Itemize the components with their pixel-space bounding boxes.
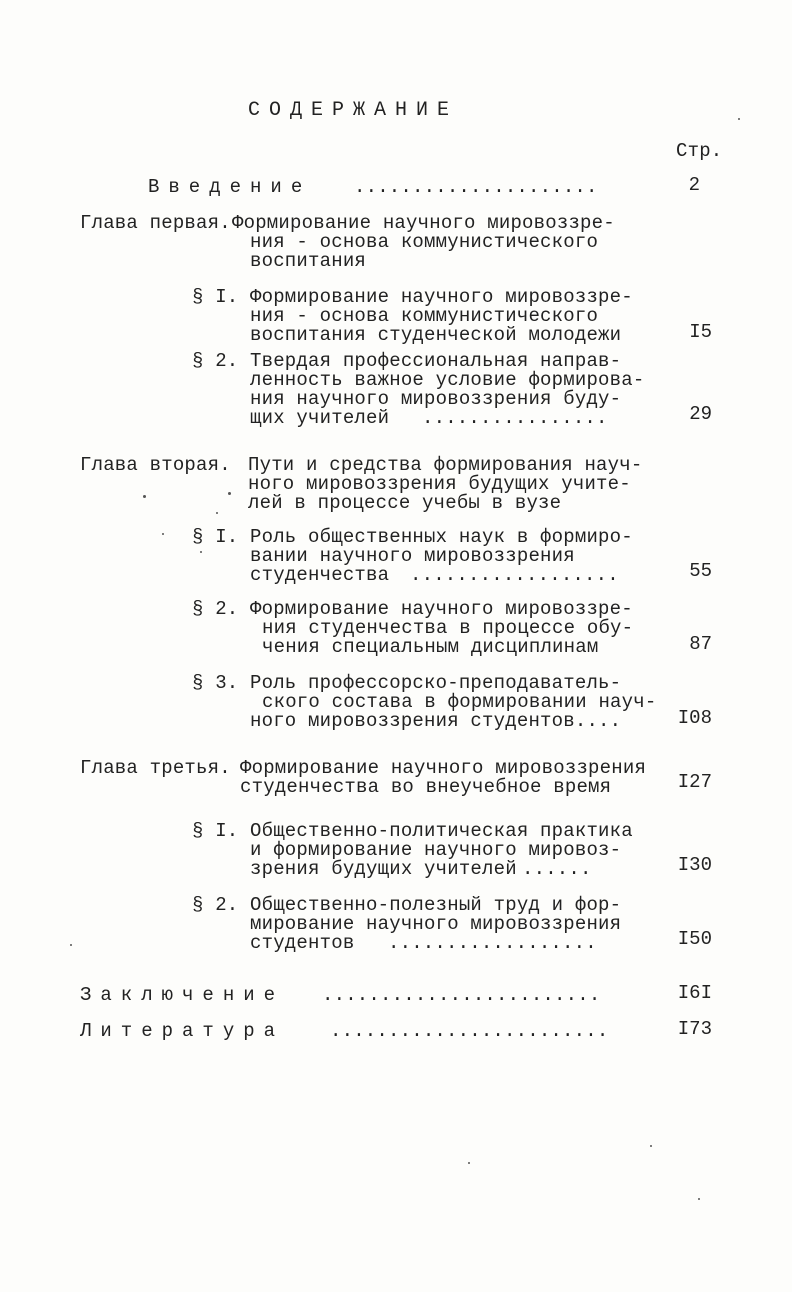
chapter-3-label: Глава третья.	[80, 757, 231, 779]
page-column-label: Стр.	[676, 140, 723, 162]
scan-speck	[468, 1162, 470, 1164]
scan-speck	[650, 1145, 652, 1147]
ch3-s2-line-2: мирование научного мировоззрения	[250, 913, 622, 935]
chapter-1-line-1: Формирование научного мировоззре-	[232, 212, 615, 234]
ch1-s2-line-4: щих учителей	[250, 407, 390, 429]
chapter-1-label: Глава первая.	[80, 212, 231, 234]
ch2-s2-mark: § 2.	[192, 598, 239, 620]
intro-title: Введение	[148, 176, 312, 198]
page-title: СОДЕРЖАНИЕ	[248, 99, 459, 122]
ch2-s2-line-1: Формирование научного мировоззре-	[250, 598, 633, 620]
ch1-s2-line-2: ленность важное условие формирова-	[250, 369, 645, 391]
ch2-s1-line-3: студенчества	[250, 564, 390, 586]
ch3-s2-page: I50	[677, 928, 712, 950]
ch3-s1-line-1: Общественно-политическая практика	[250, 820, 633, 842]
scan-speck	[216, 512, 218, 514]
ch3-s1-mark: § I.	[192, 820, 239, 842]
ch2-s1-line-1: Роль общественных наук в формиро-	[250, 526, 633, 548]
ch2-s2-page: 87	[689, 633, 712, 655]
literature-title: Литература	[80, 1020, 285, 1042]
intro-page: 2	[688, 174, 700, 196]
ch2-s3-line-3: ного мировоззрения студентов....	[250, 710, 622, 732]
chapter-3-page: I27	[677, 771, 712, 793]
chapter-1-line-3: воспитания	[250, 250, 367, 272]
scan-speck	[70, 944, 72, 946]
chapter-3-line-2: студенчества во внеучебное время	[240, 776, 612, 798]
ch1-s2-dots: ................	[422, 407, 608, 429]
literature-dots: ........................	[330, 1020, 609, 1042]
chapter-2-line-3: лей в процессе учебы в вузе	[248, 492, 562, 514]
ch3-s1-page: I30	[677, 854, 712, 876]
scan-speck	[162, 533, 164, 535]
ch1-s1-page: I5	[689, 321, 712, 343]
scan-speck	[738, 118, 740, 120]
ch1-s2-page: 29	[689, 403, 712, 425]
ch1-s1-line-2: ния - основа коммунистического	[250, 305, 599, 327]
intro-dots: .....................	[354, 176, 598, 198]
chapter-2-label: Глава вторая.	[80, 454, 231, 476]
ch2-s3-line-1: Роль профессорско-преподаватель-	[250, 672, 622, 694]
ch1-s1-line-1: Формирование научного мировоззре-	[250, 286, 633, 308]
literature-page: I73	[677, 1018, 712, 1040]
scan-speck	[698, 1198, 700, 1200]
conclusion-title: Заключение	[80, 984, 285, 1006]
ch3-s2-line-3: студентов	[250, 932, 355, 954]
ch2-s1-line-2: вании научного мировоззрения	[250, 545, 575, 567]
ch3-s1-line-2: и формирование научного мировоз-	[250, 839, 622, 861]
ch1-s1-mark: § I.	[192, 286, 239, 308]
ch2-s1-dots: ..................	[410, 564, 619, 586]
chapter-2-line-2: ного мировоззрения будущих учите-	[248, 473, 631, 495]
ch2-s3-line-2: ского состава в формировании науч-	[262, 691, 657, 713]
ch2-s3-page: I08	[677, 707, 712, 729]
scan-speck	[143, 495, 146, 498]
chapter-1-line-2: ния - основа коммунистического	[250, 231, 599, 253]
chapter-3-line-1: Формирование научного мировоззрения	[240, 757, 647, 779]
ch2-s3-mark: § 3.	[192, 672, 239, 694]
ch2-s2-line-2: ния студенчества в процессе обу-	[262, 617, 634, 639]
ch3-s2-dots: ..................	[388, 932, 597, 954]
ch2-s1-mark: § I.	[192, 526, 239, 548]
ch3-s2-line-1: Общественно-полезный труд и фор-	[250, 894, 622, 916]
ch2-s2-line-3: чения специальным дисциплинам	[262, 636, 599, 658]
ch1-s1-line-3: воспитания студенческой молодежи	[250, 324, 622, 346]
ch3-s1-line-3: зрения будущих учителей	[250, 858, 517, 880]
ch3-s2-mark: § 2.	[192, 894, 239, 916]
ch1-s2-line-3: ния научного мировоззрения буду-	[250, 388, 622, 410]
chapter-2-line-1: Пути и средства формирования науч-	[248, 454, 643, 476]
conclusion-dots: ........................	[322, 984, 601, 1006]
ch1-s2-mark: § 2.	[192, 350, 239, 372]
ch1-s2-line-1: Твердая профессиональная направ-	[250, 350, 622, 372]
scan-speck	[228, 492, 231, 495]
scan-speck	[200, 551, 202, 553]
ch3-s1-dots: ......	[522, 858, 592, 880]
conclusion-page: I6I	[677, 982, 712, 1004]
ch2-s1-page: 55	[689, 560, 712, 582]
